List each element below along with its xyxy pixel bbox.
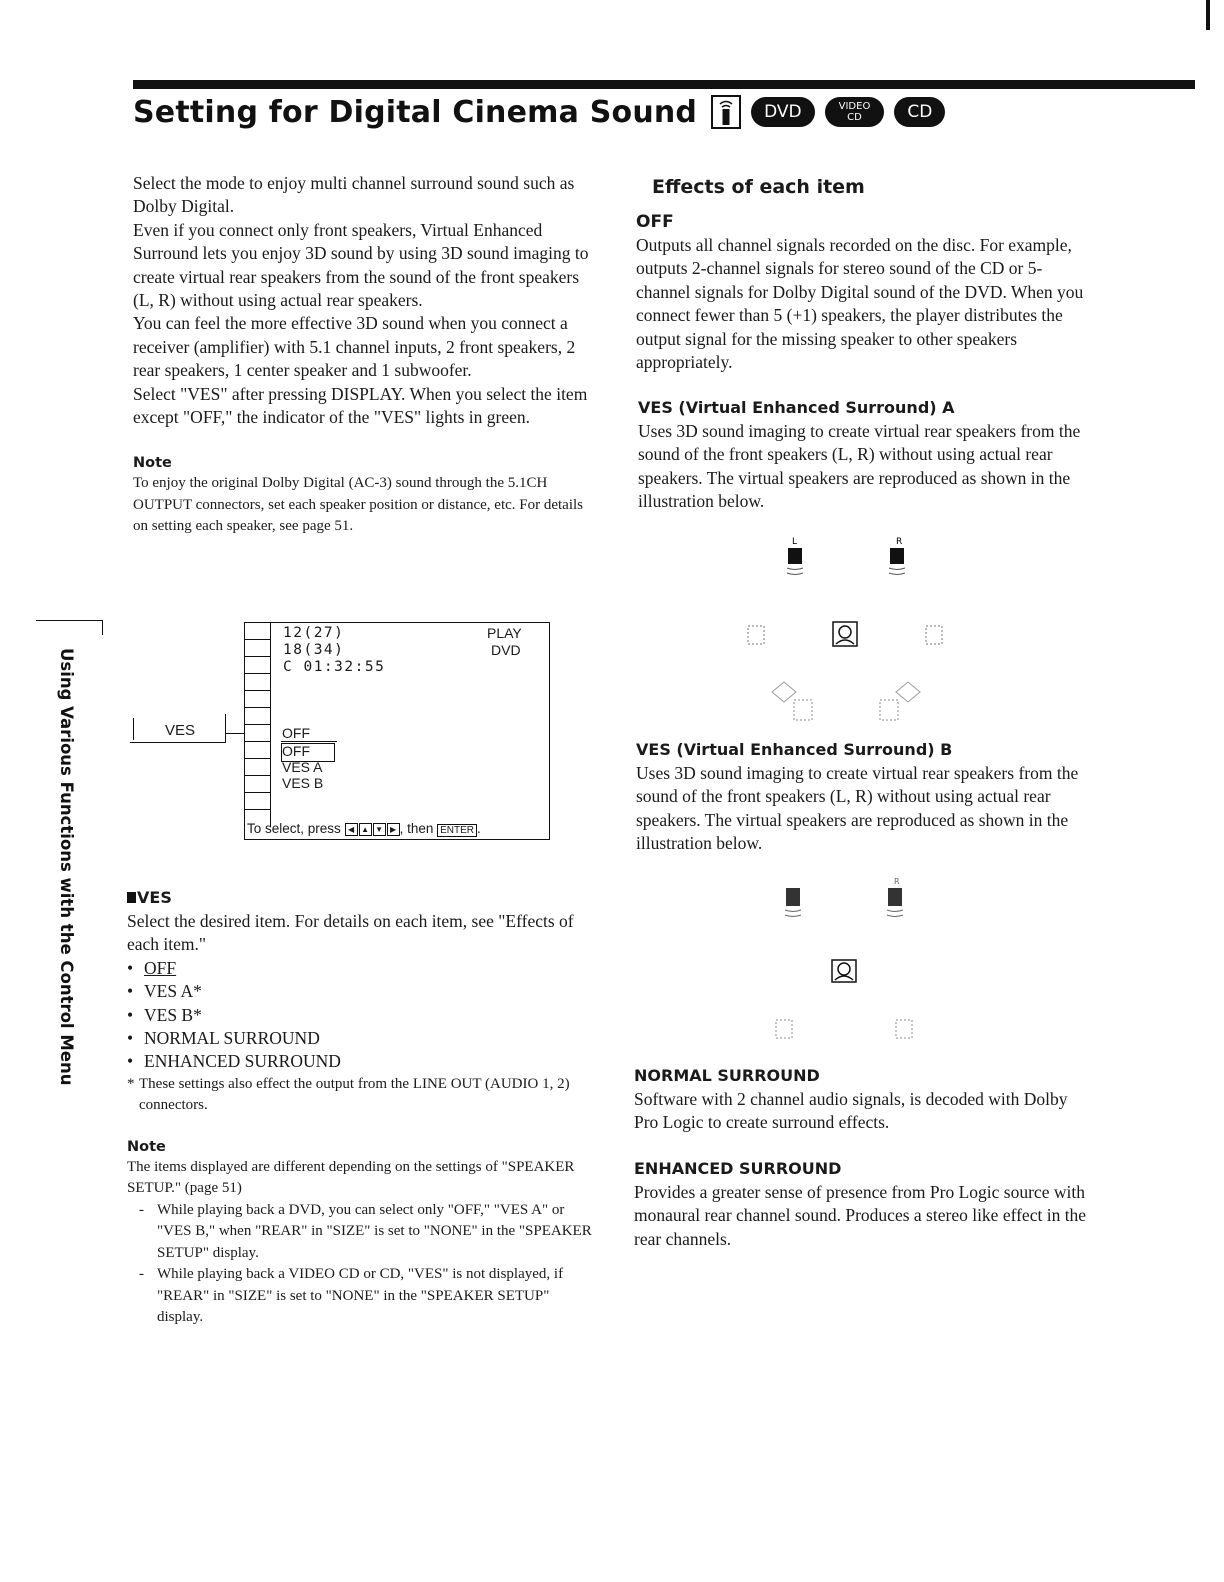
ves-a-label-l: L (792, 537, 798, 547)
ves-option-off (127, 957, 597, 980)
enhanced-text: Provides a greater sense of presence from Pro Logic source with monaural rear channel sound. Produces a stereo like effect in the rear channels. (634, 1182, 1087, 1249)
ves-a-heading: VES (Virtual Enhanced Surround) A (638, 398, 955, 417)
front-left-speaker-icon (787, 548, 803, 575)
ves-options-list (127, 957, 597, 1074)
osd-chapter-number: 18(34) (283, 642, 345, 658)
effects-heading: Effects of each item (652, 176, 865, 198)
right-column (636, 176, 1096, 374)
ves-option-ves-a: • VES A* (127, 980, 597, 1003)
osd-icon-9 (245, 759, 271, 776)
osd-current-setting: OFF (282, 725, 310, 741)
remote-icon-graphic (713, 97, 739, 127)
side-tab-marker (36, 620, 103, 635)
note2-list (127, 1200, 597, 1329)
arrow-down-key-icon: ▼ (373, 823, 386, 836)
front-right-speaker-icon (889, 548, 905, 575)
normal-heading: NORMAL SURROUND (634, 1066, 820, 1085)
ves-b-block (636, 740, 1096, 856)
ves-option-normal: • NORMAL SURROUND (127, 1027, 597, 1050)
ves-footnote: * These settings also effect the output from the LINE OUT (AUDIO 1, 2) connectors. (127, 1074, 597, 1117)
ves-b-text: Uses 3D sound imaging to create virtual rear speakers from the sound of the front speakers (L, R) without using actual rear speakers. The virtual speakers are reproduced as shown in the illustration below. (636, 763, 1079, 854)
callout-connector (225, 714, 226, 742)
ves-option-enhanced: • ENHANCED SURROUND (127, 1050, 597, 1073)
osd-display (244, 622, 550, 840)
listener-icon (833, 622, 857, 646)
osd-arrow-keys (345, 823, 400, 836)
osd-footer (247, 821, 481, 836)
virtual-rear-left-speaker-icon (772, 682, 812, 720)
intro-paragraph-4: Select "VES" after pressing DISPLAY. When you select the item except "OFF," the indicator of the "VES" lights in green. (133, 383, 588, 428)
osd-title-icon (245, 623, 271, 640)
virtual-rear-right-speaker-icon (896, 1020, 912, 1038)
dvd-badge: DVD (751, 97, 815, 127)
osd-angle-icon (245, 708, 271, 725)
ves-description: Select the desired item. For details on each item, see "Effects of each item." (127, 911, 574, 955)
osd-disc-type: DVD (491, 642, 521, 658)
ves-a-label-r: R (896, 537, 903, 547)
square-bullet-icon (127, 892, 136, 903)
left-column (133, 172, 593, 538)
note2-item-vcd: - While playing back a VIDEO CD or CD, "VES" is not displayed, if "REAR" in "SIZE" is set to "NONE" in the "SPEAKER SETUP" display. (127, 1264, 597, 1329)
video-cd-badge-line2: CD (847, 112, 862, 123)
ves-callout-label: VES (165, 722, 196, 739)
intro-paragraph-1: Select the mode to enjoy multi channel surround sound such as Dolby Digital. (133, 173, 575, 217)
callout-tick (133, 718, 134, 740)
front-left-speaker-icon (785, 888, 801, 917)
osd-footer-end: . (477, 821, 481, 836)
osd-subtitle-icon (245, 691, 271, 708)
enhanced-heading: ENHANCED SURROUND (634, 1159, 842, 1178)
ves-b-label-r: R (894, 877, 900, 886)
virtual-right-speaker-icon (926, 626, 942, 644)
front-right-speaker-icon (887, 888, 903, 917)
ves-heading-text: VES (137, 888, 172, 907)
video-cd-badge (825, 97, 885, 127)
enter-key-icon: ENTER (437, 824, 477, 837)
off-text: Outputs all channel signals recorded on the disc. For example, outputs 2-channel signals for stereo sound of the CD or 5-channel signals for Dolby Digital sound of the DVD. When you connect fewer than 5 (+1) speakers, the player distributes the output signal for the missing speaker to other speakers appropriately. (636, 235, 1084, 373)
title-row (133, 92, 945, 132)
virtual-rear-left-speaker-icon (776, 1020, 792, 1038)
ves-option-ves-b: • VES B* (127, 1004, 597, 1027)
ves-a-block (638, 398, 1098, 514)
note2-heading: Note (127, 1138, 166, 1155)
osd-audio-icon (245, 674, 271, 691)
osd-icon-11 (245, 793, 271, 810)
off-heading: OFF (636, 212, 674, 232)
osd-divider (281, 741, 337, 742)
note-text: To enjoy the original Dolby Digital (AC-3) sound through the 5.1CH OUTPUT connectors, set each speaker position or distance, etc. For details on setting each speaker, see page 51. (133, 475, 584, 535)
intro-paragraph-2: Even if you connect only front speakers, Virtual Enhanced Surround lets you enjoy 3D sound by using 3D sound imaging to create virtual rear speakers from the sound of the front speakers (L, R) without using actual rear speakers. (133, 219, 589, 311)
ves-b-illustration (730, 876, 970, 1046)
page-edge-mark (1206, 0, 1210, 30)
cd-badge: CD (894, 97, 945, 127)
osd-footer-then: , then (399, 821, 434, 836)
osd-option-ves-a[interactable]: VES A (282, 759, 323, 775)
ves-heading (127, 888, 597, 907)
intro-paragraph-3: You can feel the more effective 3D sound when you connect a receiver (amplifier) with 5.1 channel inputs, 2 front speakers, 2 rear speakers, 1 center speaker and 1 subwoofer. (133, 313, 576, 381)
osd-icon-10 (245, 776, 271, 793)
arrow-up-key-icon: ▲ (359, 823, 372, 836)
osd-option-ves-b[interactable]: VES B (282, 775, 324, 791)
osd-title-number: 12(27) (283, 625, 345, 641)
side-tab (50, 648, 80, 1088)
remote-icon (711, 95, 741, 129)
virtual-left-speaker-icon (748, 626, 764, 644)
normal-text: Software with 2 channel audio signals, is decoded with Dolby Pro Logic to create surround effects. (634, 1089, 1068, 1133)
osd-time-icon (245, 657, 271, 674)
note-heading: Note (133, 455, 172, 472)
ves-option-off-label: OFF (144, 957, 177, 978)
ves-section (127, 888, 597, 1329)
normal-block (634, 1066, 1094, 1135)
osd-chapter-icon (245, 640, 271, 657)
note2-item-dvd: - While playing back a DVD, you can select only "OFF," "VES A" or "VES B," when "REAR" in "SIZE" is set to "NONE" in the "SPEAKER SETUP" display. (127, 1200, 597, 1265)
arrow-left-key-icon: ◀ (345, 823, 358, 836)
ves-a-text: Uses 3D sound imaging to create virtual rear speakers from the sound of the front speakers (L, R) without using actual rear speakers. The virtual speakers are reproduced as shown in the illustration below. (638, 421, 1081, 512)
arrow-right-key-icon: ▶ (387, 823, 400, 836)
listener-icon (832, 960, 856, 982)
ves-a-illustration (730, 534, 970, 730)
osd-icon-8 (245, 742, 271, 759)
note2-text: The items displayed are different depending on the settings of "SPEAKER SETUP." (page 51) (127, 1158, 575, 1197)
osd-icon-column (245, 623, 271, 827)
osd-option-off[interactable]: OFF (282, 743, 310, 759)
ves-b-heading: VES (Virtual Enhanced Surround) B (636, 740, 953, 759)
video-cd-badge-line1: VIDEO (838, 101, 871, 112)
page-title: Setting for Digital Cinema Sound (133, 94, 698, 130)
osd-footer-prefix: To select, press (247, 821, 341, 836)
side-tab-label: Using Various Functions with the Control Menu (57, 648, 76, 1086)
enhanced-block (634, 1159, 1094, 1251)
osd-ves-icon (245, 725, 271, 742)
osd-play-status: PLAY (487, 625, 522, 641)
title-rule (133, 80, 1195, 89)
callout-line (130, 742, 226, 743)
osd-time: C 01:32:55 (283, 659, 386, 675)
virtual-rear-right-speaker-icon (880, 682, 920, 720)
